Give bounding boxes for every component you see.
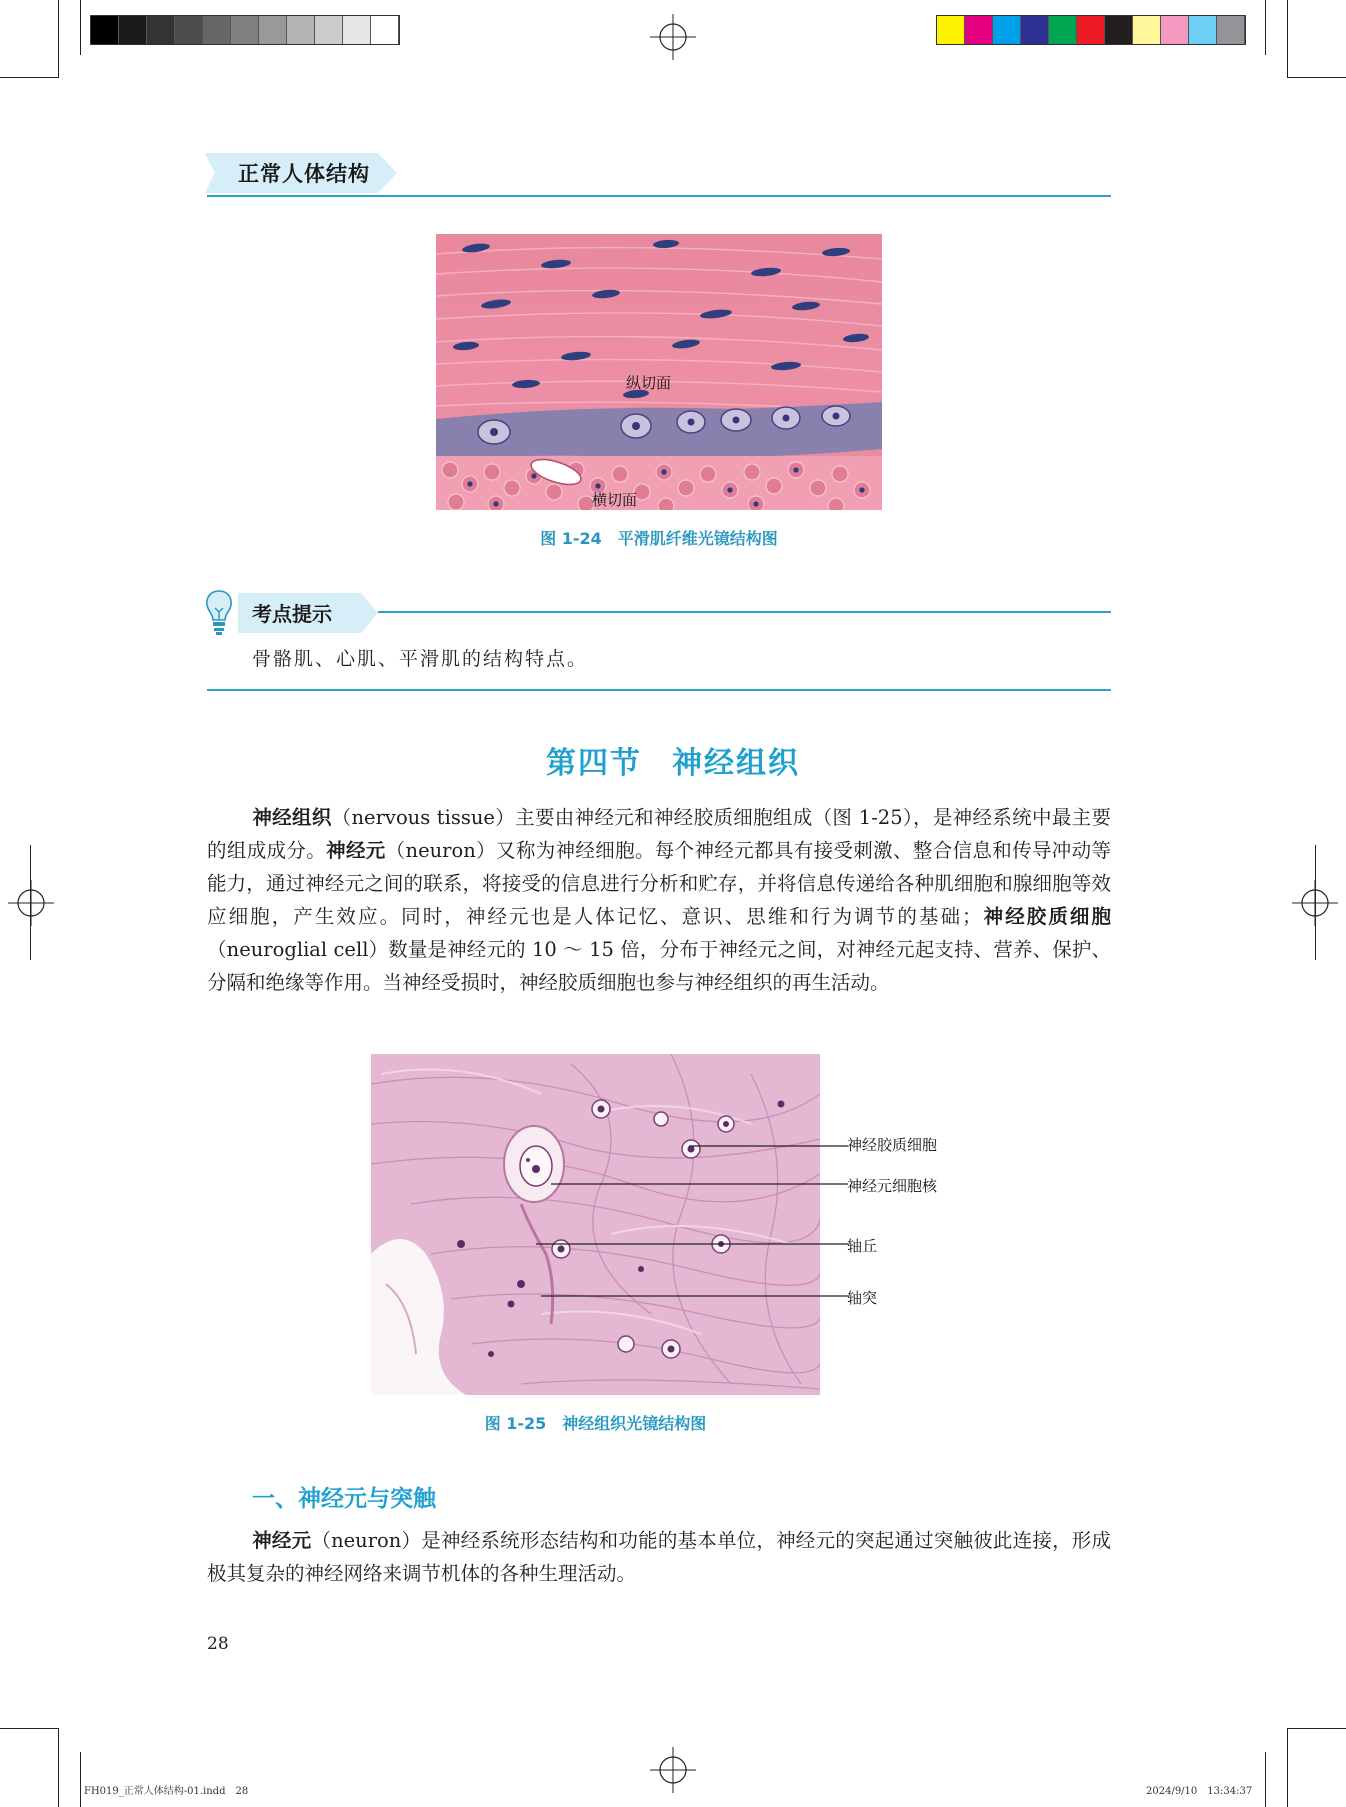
crop-mark bbox=[30, 845, 31, 960]
slug-file: FH019_正常人体结构-01.indd 28 bbox=[84, 1786, 249, 1797]
label-neuron-nucleus: 神经元细胞核 bbox=[847, 1177, 938, 1195]
crop-mark bbox=[1287, 0, 1288, 78]
crop-mark bbox=[80, 1752, 81, 1807]
crop-mark bbox=[0, 77, 58, 78]
crop-mark bbox=[1287, 1728, 1288, 1807]
figure-leader-lines bbox=[371, 1054, 851, 1395]
registration-mark bbox=[650, 14, 696, 60]
registration-mark bbox=[650, 1747, 696, 1793]
tip-rule-bottom bbox=[207, 689, 1111, 691]
label-axon: 轴突 bbox=[847, 1289, 878, 1307]
color-bar bbox=[936, 15, 1246, 45]
crop-mark bbox=[0, 1728, 58, 1729]
header-rule bbox=[207, 195, 1111, 197]
tip-rule-top bbox=[378, 611, 1111, 613]
subsection-title: 一、神经元与突触 bbox=[252, 1486, 436, 1512]
label-neuroglial-cell: 神经胶质细胞 bbox=[847, 1136, 938, 1154]
para-text: （neuron）是神经系统形态结构和功能的基本单位，神经元的突起通过突触彼此连接，形成极其复杂的神经网络来调节机体的各种生理活动。 bbox=[207, 1529, 1111, 1585]
para-text: （neuroglial cell）数量是神经元的 10 ～ 15 倍，分布于神经元之间，对神经元起支持、营养、保护、分隔和绝缘等作用。当神经受损时，神经胶质细胞也参与神经组织的再生活动。 bbox=[207, 938, 1111, 994]
crop-mark bbox=[1287, 77, 1346, 78]
crop-mark bbox=[58, 0, 59, 78]
para-text: （neuron）又称为神经细胞。每个神经元都具有接受刺激、整合信息和传导冲动等能力，通过神经元之间的联系，将接受的信息进行分析和贮存，并将信息传递给各种肌细胞和腺细胞等效应细胞，产生效应。同时，神经元也是人体记忆、意识、思维和行为调节的基础； bbox=[207, 839, 1111, 928]
section-name: 神经组织 bbox=[672, 746, 800, 781]
term-neuron: 神经元 bbox=[252, 1529, 312, 1552]
para-text: （nervous tissue）主要由神经元和神经胶质细胞组成（图 1-25），是神经系统中最主要的组成成分。 bbox=[207, 806, 1111, 862]
label-longitudinal-section: 纵切面 bbox=[626, 374, 672, 392]
label-axon-hillock: 轴丘 bbox=[847, 1237, 878, 1255]
running-header-title: 正常人体结构 bbox=[238, 162, 370, 186]
page-number: 28 bbox=[207, 1634, 229, 1654]
crop-mark bbox=[1265, 0, 1266, 55]
figure-caption: 图 1-25 神经组织光镜结构图 bbox=[484, 1414, 707, 1433]
lightbulb-icon bbox=[204, 588, 234, 636]
crop-mark bbox=[58, 1728, 59, 1807]
registration-mark bbox=[8, 880, 54, 926]
paragraph-nervous-tissue bbox=[207, 801, 1111, 999]
crop-mark bbox=[1265, 1752, 1266, 1807]
figure-caption: 图 1-24 平滑肌纤维光镜结构图 bbox=[540, 529, 778, 548]
crop-mark bbox=[1315, 845, 1316, 960]
slug-timestamp: 2024/9/10 13:34:37 bbox=[1146, 1786, 1253, 1797]
crop-mark bbox=[1287, 1728, 1346, 1729]
tip-title: 考点提示 bbox=[252, 602, 332, 626]
section-number: 第四节 bbox=[546, 746, 642, 781]
term-neuroglial-cell: 神经胶质细胞 bbox=[981, 905, 1111, 928]
grayscale-bar bbox=[90, 15, 400, 45]
crop-mark bbox=[80, 0, 81, 55]
term-neuron: 神经元 bbox=[326, 839, 386, 862]
label-transverse-section: 横切面 bbox=[592, 491, 638, 509]
tip-text: 骨骼肌、心肌、平滑肌的结构特点。 bbox=[252, 648, 589, 670]
section-title bbox=[0, 738, 1346, 782]
paragraph-neuron bbox=[207, 1524, 1111, 1590]
term-nervous-tissue: 神经组织 bbox=[252, 806, 332, 829]
